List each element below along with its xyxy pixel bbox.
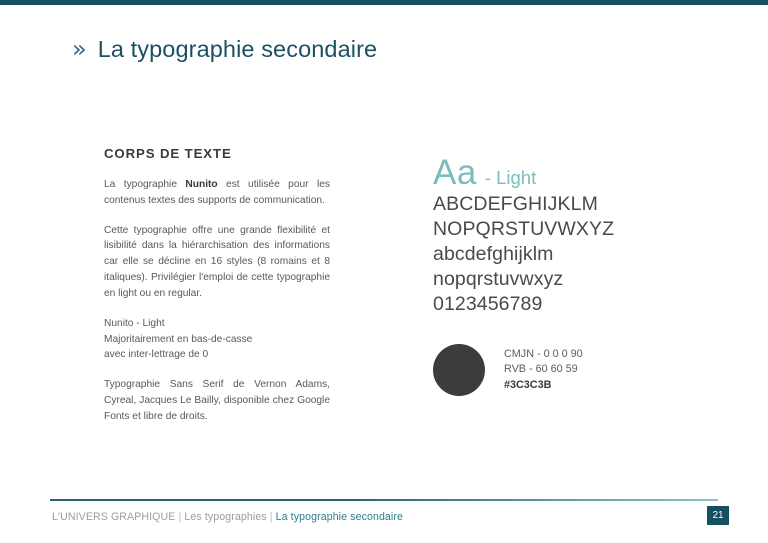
- cmjn-value: CMJN - 0 0 0 90: [504, 348, 583, 360]
- double-chevron-right-icon: »: [72, 34, 87, 63]
- page-title: La typographie secondaire: [97, 36, 378, 62]
- body-text-column: [104, 146, 330, 425]
- paragraph-intro: [104, 177, 330, 209]
- font-name-emphasis: Nunito: [185, 179, 218, 190]
- corps-de-texte-heading: CORPS DE TEXTE: [104, 146, 232, 161]
- usage-line-3: avec inter-lettrage de 0: [104, 349, 209, 361]
- breadcrumb-subsection: Les typographies: [184, 511, 267, 523]
- breadcrumb-separator-2: |: [266, 511, 276, 523]
- hex-value: #3C3C3B: [504, 378, 552, 391]
- type-specimen-column: [433, 155, 723, 317]
- color-swatch-values: [504, 347, 583, 393]
- glyph-line-uppercase-1: ABCDEFGHIJKLM: [433, 193, 598, 215]
- top-accent-bar: [0, 0, 768, 5]
- usage-line-2: Majoritairement en bas-de-casse: [104, 333, 253, 345]
- glyph-line-lowercase-2: nopqrstuvwxyz: [433, 267, 564, 290]
- paragraph-credits: Typographie Sans Serif de Vernon Adams, Cyreal, Jacques Le Bailly, disponible chez Google Fonts et libre de droits.: [104, 379, 330, 422]
- color-swatch-circle: [433, 344, 485, 396]
- glyph-line-uppercase-2: NOPQRSTUVWXYZ: [433, 217, 615, 240]
- page-number-badge: 21: [707, 506, 729, 525]
- usage-line-1: Nunito - Light: [104, 317, 165, 329]
- breadcrumb-current: La typographie secondaire: [275, 511, 403, 523]
- specimen-sample-aa: Aa: [433, 153, 477, 192]
- specimen-header: [433, 155, 723, 190]
- footer-divider: [50, 499, 718, 501]
- paragraph-usage-specs: [104, 316, 330, 363]
- breadcrumb-section: L'UNIVERS GRAPHIQUE: [52, 511, 176, 523]
- breadcrumb: [52, 511, 403, 523]
- color-swatch-block: [433, 344, 583, 396]
- glyph-line-numerals: 0123456789: [433, 292, 543, 315]
- paragraph-intro-after: est utilisée pour les contenus textes des supports de communication.: [104, 179, 330, 206]
- slide-header: [72, 36, 377, 63]
- paragraph-intro-before: La typographie: [104, 179, 186, 190]
- rvb-value: RVB - 60 60 59: [504, 363, 578, 376]
- specimen-weight-label: - Light: [484, 167, 537, 188]
- breadcrumb-separator-1: |: [175, 511, 185, 523]
- glyph-line-lowercase-1: abcdefghijklm: [433, 242, 554, 265]
- paragraph-flexibility: Cette typographie offre une grande flexibilité et lisibilité dans la hiérarchisation des informations car elle se décline en 16 styles (8 romains et 8 italiques). Privilégier l'emploi de cette typographie en light ou en regular.: [104, 224, 330, 299]
